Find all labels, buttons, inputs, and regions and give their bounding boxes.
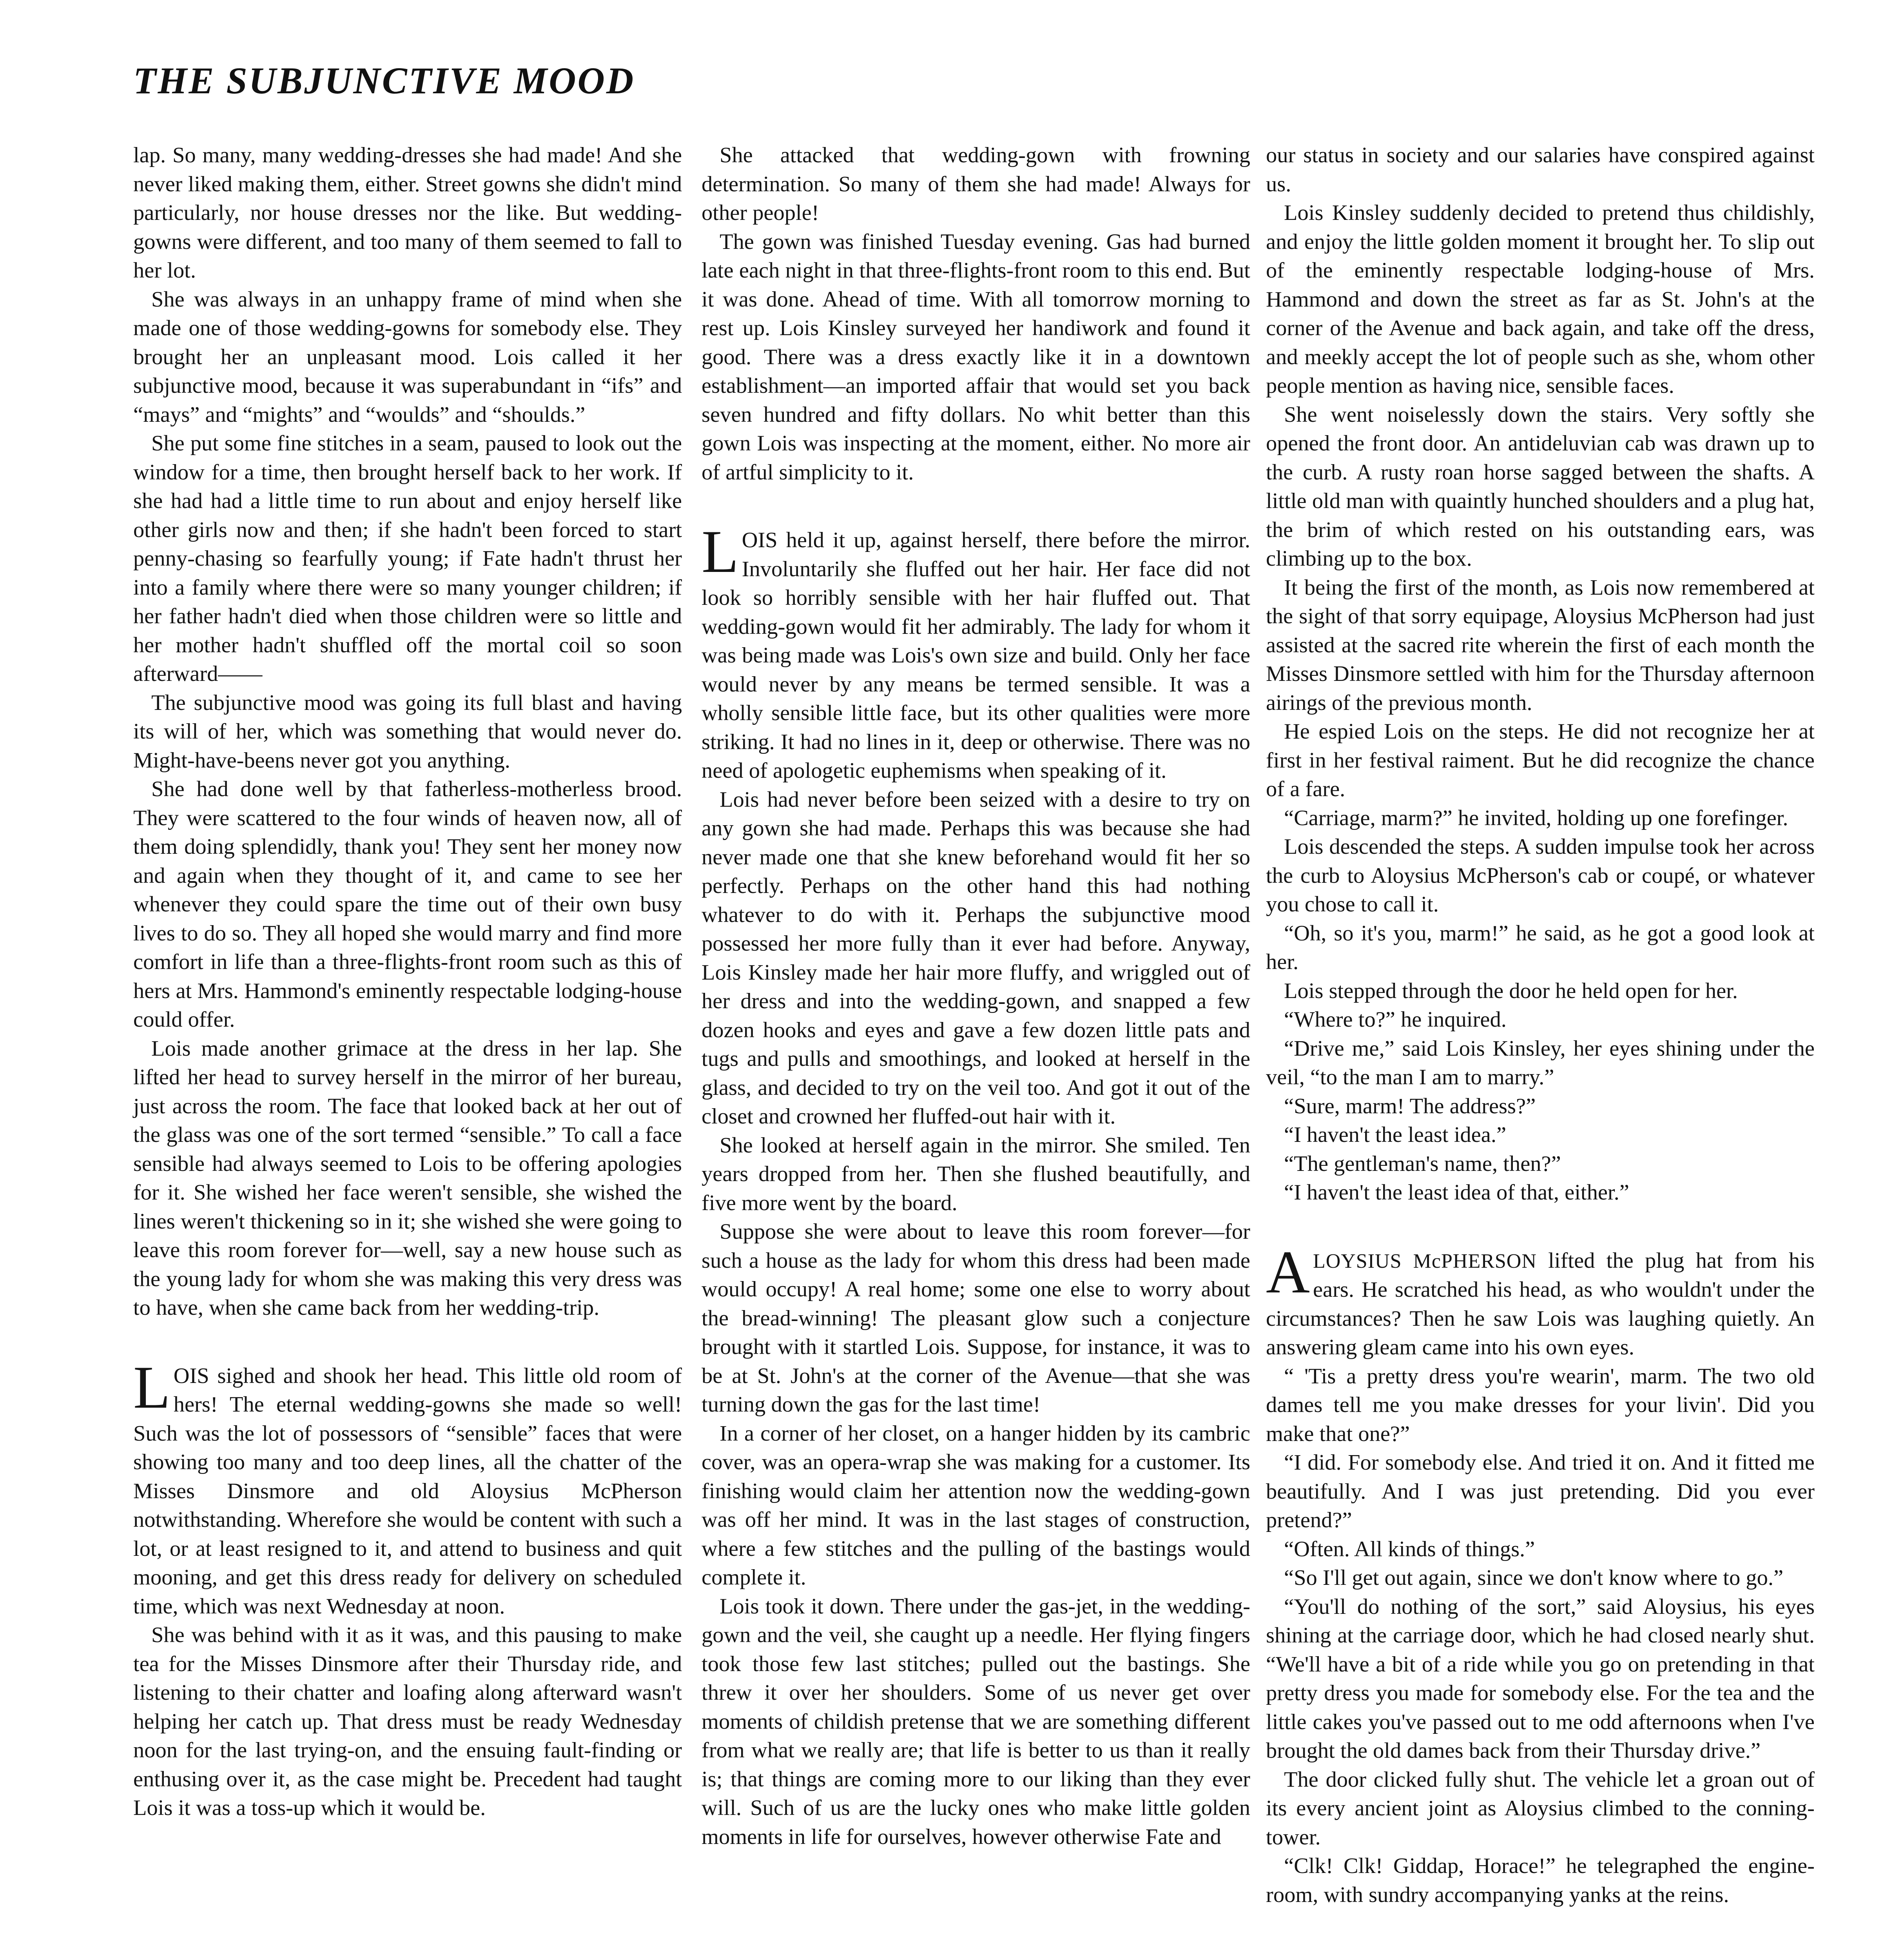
small-caps-name: LOYSIUS McPHERSON xyxy=(1313,1250,1537,1272)
section-opening-text: lifted the plug hat from his ears. He scratched his head, as who wouldn't under the circumstances? Then he saw Lois was laughing quietly. An answering gleam came into his own eyes. xyxy=(1266,1248,1815,1359)
text-column-3 xyxy=(1266,141,1815,1909)
paragraph: In a corner of her closet, on a hanger hidden by its cambric cover, was an opera-wrap she was making for a customer. Its finishing would claim her attention now the wedding-gown was off her mind. It was in the last stages of construction, where a few stitches and the pulling of the bastings would complete it. xyxy=(702,1421,1250,1590)
paragraph: She was behind with it as it was, and this pausing to make tea for the Misses Dinsmore after their Thursday ride, and listening to their chatter and loafing along afterward wasn't helping her catch up. That dress must be ready Wednesday noon for the last trying-on, and the ensuing fault-finding or enthusing over it, as the case might be. Precedent had taught Lois it was a toss-up which it would be. xyxy=(133,1623,682,1820)
paragraph: She put some fine stitches in a seam, paused to look out the window for a time, then brought herself back to her work. If she had had a little time to run about and enjoy herself like other girls now and then; if she hadn't been forced to start penny-chasing so fearfully young; if Fate hadn't thrust her into a family where there were so many younger children; if her father hadn't died when those children were so little and her mother hadn't shuffled off the mortal coil so soon afterward—— xyxy=(133,431,682,686)
section-opening-text: OIS held it up, against herself, there before the mirror. Involuntarily she fluffed out her hair. Her face did not look so horribly sensible with her hair fluffed out. That wedding-gown would fit her admirably. The lady for whom it was being made was Lois's own size and build. Only her face would never by any means be termed sensible. It was a wholly sensible little face, but its other qualities were more striking. It had no lines in it, deep or otherwise. There was no need of apologetic euphemisms when speaking of it. xyxy=(702,528,1250,783)
paragraph: “Clk! Clk! Giddap, Horace!” he telegraphed the engine-room, with sundry accompanying yanks at the reins. xyxy=(1266,1854,1815,1907)
paragraph: “I haven't the least idea.” xyxy=(1284,1123,1507,1147)
paragraph: “Sure, marm! The address?” xyxy=(1284,1094,1536,1118)
paragraph: “I haven't the least idea of that, either.” xyxy=(1284,1180,1629,1205)
paragraph: “So I'll get out again, since we don't know where to go.” xyxy=(1284,1566,1784,1590)
paragraph: “Carriage, marm?” he invited, holding up one forefinger. xyxy=(1284,806,1788,830)
drop-cap: L xyxy=(702,518,739,585)
text-column-1 xyxy=(133,141,682,1823)
paragraph: “The gentleman's name, then?” xyxy=(1284,1151,1561,1176)
drop-cap: A xyxy=(1266,1238,1310,1306)
paragraph: He espied Lois on the steps. He did not recognize her at first in her festival raiment. But he did recognize the chance of a fare. xyxy=(1266,719,1815,801)
section-opening-paragraph xyxy=(702,518,1250,786)
paragraph: She was always in an unhappy frame of mind when she made one of those wedding-gowns for somebody else. They brought her an unpleasant mood. Lois called it her subjunctive mood, because it was superabundant in “ifs” and “mays” and “mights” and “woulds” and “shoulds.” xyxy=(133,287,682,427)
paragraph: “ 'Tis a pretty dress you're wearin', marm. The two old dames tell me you make dresses for your livin'. Did you make that one?” xyxy=(1266,1364,1815,1446)
paragraph: Suppose she were about to leave this room forever—for such a house as the lady for whom this dress had been made would occupy! A real home; some one else to worry about the bread-winning! The pleasant glow such a conjecture brought with it startled Lois. Suppose, for instance, it was to be at St. John's at the corner of the Avenue—that she was turning down the gas for the last time! xyxy=(702,1220,1250,1417)
paragraph: “Drive me,” said Lois Kinsley, her eyes shining under the veil, “to the man I am to marry.” xyxy=(1266,1036,1815,1089)
paragraph: She had done well by that fatherless-motherless brood. They were scattered to the four winds of heaven now, all of them doing splendidly, thank you! They sent her money now and again when they thought of it, and came to see her whenever they could spare the time out of their own busy lives to do so. They all hoped she would marry and find more comfort in life than a three-flights-front room such as this of hers at Mrs. Hammond's eminently respectable lodging-house could offer. xyxy=(133,777,682,1032)
paragraph: She looked at herself again in the mirror. She smiled. Ten years dropped from her. Then she flushed beautifully, and five more went by the board. xyxy=(702,1133,1250,1215)
paragraph: She attacked that wedding-gown with frowning determination. So many of them she had made! Always for other people! xyxy=(702,143,1250,225)
paragraph: Lois had never before been seized with a desire to try on any gown she had made. Perhaps this was because she had never made one that she knew beforehand would fit her so perfectly. Perhaps on the other hand this had nothing whatever to do with it. Perhaps the subjunctive mood possessed her more fully than it ever had before. Anyway, Lois Kinsley made her hair more fluffy, and wriggled out of her dress and into the wedding-gown, and snapped a few dozen hooks and eyes and gave a few dozen little pats and tugs and pulls and smoothings, and looked at herself in the glass, and decided to try on the veil too. And got it out of the closet and crowned her fluffed-out hair with it. xyxy=(702,787,1250,1129)
paragraph: Lois Kinsley suddenly decided to pretend thus childishly, and enjoy the little golden moment it brought her. To slip out of the eminently respectable lodging-house of Mrs. Hammond and down the street as far as St. John's at the corner of the Avenue and back again, and take off the dress, and meekly accept the lot of people such as she, whom other people mention as having nice, sensible faces. xyxy=(1266,201,1815,398)
paragraph: It being the first of the month, as Lois now remembered at the sight of that sorry equipage, Aloysius McPherson had just assisted at the sacred rite wherein the first of each month the Misses Dinsmore settled with him for the Thursday afternoon airings of the previous month. xyxy=(1266,575,1815,715)
paragraph: “Often. All kinds of things.” xyxy=(1284,1537,1535,1561)
paragraph: The subjunctive mood was going its full blast and having its will of her, which was something that would never do. Might-have-beens never got you anything. xyxy=(133,690,682,773)
paragraph: “I did. For somebody else. And tried it on. And it fitted me beautifully. And I was just pretending. Did you ever pretend?” xyxy=(1266,1450,1815,1532)
paragraph: The gown was finished Tuesday evening. Gas had burned late each night in that three-flights-front room to this end. But it was done. Ahead of time. With all tomorrow morning to rest up. Lois Kinsley surveyed her handiwork and found it good. There was a dress exactly like it in a downtown establishment—an imported affair that would set you back seven hundred and fifty dollars. No whit better than this gown Lois was inspecting at the moment, either. No more air of artful simplicity to it. xyxy=(702,229,1250,485)
paragraph: lap. So many, many wedding-dresses she had made! And she never liked making them, either. Street gowns she didn't mind particularly, nor house dresses nor the like. But wedding-gowns were different, and too many of them seemed to fall to her lot. xyxy=(133,143,682,283)
section-opening-paragraph xyxy=(1266,1238,1815,1362)
text-column-2 xyxy=(702,141,1250,1851)
running-head: THE SUBJUNCTIVE MOOD xyxy=(133,60,635,102)
paragraph: The door clicked fully shut. The vehicle let a groan out of its every ancient joint as Aloysius climbed to the conning-tower. xyxy=(1266,1767,1815,1849)
paragraph: our status in society and our salaries have conspired against us. xyxy=(1266,143,1815,196)
paragraph: Lois took it down. There under the gas-jet, in the wedding-gown and the veil, she caught up a needle. Her flying fingers took those few last stitches; pulled out the bastings. She threw it over her shoulders. Some of us never get over moments of childish pretense that we are something different from what we really are; that life is better to us than it really is; that things are coming more to our liking than they ever will. Such of us are the lucky ones who make little golden moments in life for ourselves, however otherwise Fate and xyxy=(702,1594,1250,1849)
section-opening-paragraph xyxy=(133,1353,682,1621)
paragraph: She went noiselessly down the stairs. Very softly she opened the front door. An antideluvian cab was drawn up to the curb. A rusty roan horse sagged between the shafts. A little old man with quaintly hunched shoulders and a plug hat, the brim of which rested on his outstanding ears, was climbing up to the box. xyxy=(1266,402,1815,571)
paragraph: “You'll do nothing of the sort,” said Aloysius, his eyes shining at the carriage door, which he had closed nearly shut. “We'll have a bit of a ride while you go on pretending in that pretty dress you made for somebody else. For the tea and the little cakes you've passed out to me odd afternoons when I've brought the old dames back from their Thursday drive.” xyxy=(1266,1594,1815,1763)
paragraph: Lois made another grimace at the dress in her lap. She lifted her head to survey herself in the mirror of her bureau, just across the room. The face that looked back at her out of the glass was one of the sort termed “sensible.” To call a face sensible had always seemed to Lois to be offering apologies for it. She wished her face weren't sensible, she wished the lines weren't thickening so in it; she wished she were going to leave this room forever for—well, say a new house such as the young lady for whom she was making this very dress was to have, when she came back from her wedding-trip. xyxy=(133,1036,682,1320)
drop-cap: L xyxy=(133,1353,170,1421)
section-opening-text: OIS sighed and shook her head. This little old room of hers! The eternal wedding-gowns she made so well! Such was the lot of possessors of “sensible” faces that were showing too many and too deep lines, all the chatter of the Misses Dinsmore and old Aloysius McPherson notwithstanding. Wherefore she would be content with such a lot, or at least resigned to it, and attend to business and quit mooning, and get this dress ready for delivery on scheduled time, which was next Wednesday at noon. xyxy=(133,1363,682,1619)
paragraph: Lois descended the steps. A sudden impulse took her across the curb to Aloysius McPherson's cab or coupé, or whatever you chose to call it. xyxy=(1266,835,1815,916)
paragraph: “Oh, so it's you, marm!” he said, as he got a good look at her. xyxy=(1266,921,1815,974)
paragraph: “Where to?” he inquired. xyxy=(1284,1007,1507,1032)
paragraph: Lois stepped through the door he held open for her. xyxy=(1284,978,1738,1003)
